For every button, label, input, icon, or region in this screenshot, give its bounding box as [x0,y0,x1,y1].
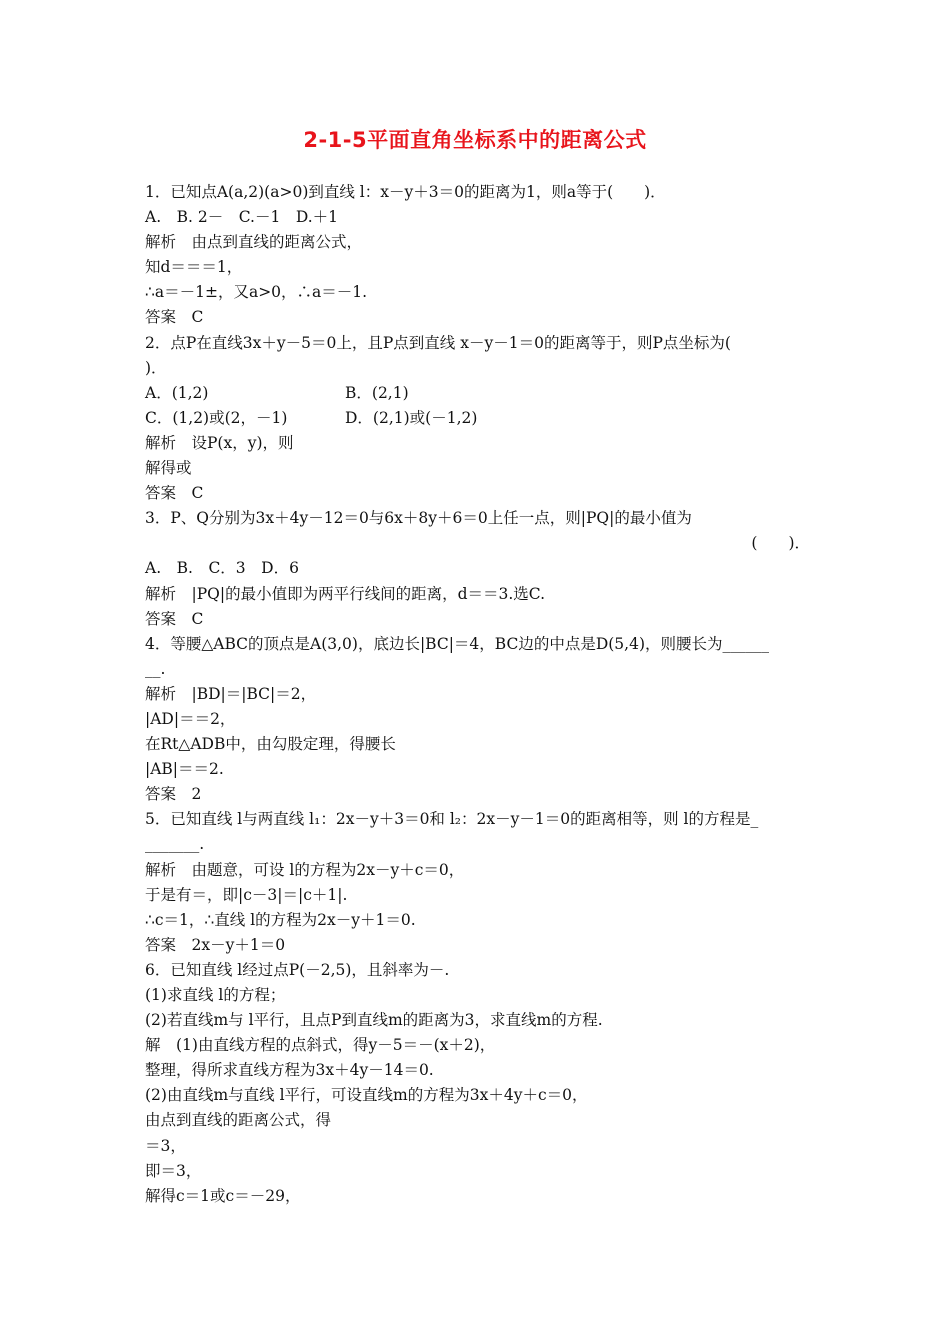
q2-option-a: A．(1,2) [145,383,209,402]
q3-stem: 3．P、Q分别为3x＋4y－12＝0与6x＋8y＋6＝0上任一点，则|PQ|的最小值为 [145,509,692,528]
q4-analysis: 解析 |BD|＝|BC|＝2， [145,684,317,703]
q2-stem-cont: )． [145,358,167,377]
q5-stem-cont: _______. [145,835,205,854]
q1-answer: 答案 C [145,308,204,327]
q5-analysis-line: ∴c＝1，∴直线 l的方程为2x－y＋1＝0. [145,910,416,929]
q3-options: A. B. C．3 D．6 [145,559,299,578]
q2-stem: 2．点P在直线3x＋y－5＝0上，且P点到直线 x－y－1＝0的距离等于，则P点坐标为( [145,333,731,352]
q2-options-row [145,406,810,431]
q3-analysis: 解析 |PQ|的最小值即为两平行线间的距离，d＝＝3.选C. [145,584,546,603]
q3-stem-blank: ( )． [751,534,810,553]
q4-analysis-line: |AD|＝＝2， [145,709,236,728]
q5-analysis-line: 于是有＝，即|c－3|＝|c＋1|. [145,885,348,904]
q6-stem: 6．已知直线 l经过点P(－2,5)，且斜率为－. [145,960,450,979]
q6-solution-line: (2)由直线m与直线 l平行，可设直线m的方程为3x＋4y＋c＝0， [145,1086,588,1105]
q2-analysis-line: 解得或 [145,459,192,478]
q4-analysis-line: |AB|＝＝2. [145,760,224,779]
q6-solution: 解 (1)由直线方程的点斜式，得y－5＝－(x＋2)， [145,1036,496,1055]
q2-option-b: B．(2,1) [345,383,409,402]
q2-options-row [145,381,810,406]
q2-analysis: 解析 设P(x，y)，则 [145,433,294,452]
q4-answer: 答案 2 [145,785,202,804]
q4-analysis-line: 在Rt△ADB中，由勾股定理，得腰长 [145,735,396,754]
q6-part-1: (1)求直线 l的方程； [145,986,286,1004]
q6-part-2: (2)若直线m与 l平行，且点P到直线m的距离为3，求直线m的方程. [145,1011,603,1030]
q2-answer: 答案 C [145,484,204,503]
q5-answer: 答案 2x－y＋1＝0 [145,935,286,954]
q3-answer: 答案 C [145,609,204,628]
q1-options: A. B. 2－ C.－1 D.＋1 [145,208,338,227]
q4-stem-cont: __. [145,659,166,678]
q2-option-c: C．(1,2)或(2，－1) [145,408,288,427]
q1-stem: 1．已知点A(a,2)(a>0)到直线 l：x－y＋3＝0的距离为1，则a等于( )． [145,183,666,201]
q1-analysis-line: ∴a＝－1±，又a>0，∴a＝－1. [145,283,368,302]
q2-option-d: D．(2,1)或(－1,2) [345,408,478,427]
q6-solution-line: 解得c＝1或c＝－29， [145,1186,301,1205]
document-title: 2-1-5平面直角坐标系中的距离公式 [303,128,647,152]
q6-solution-line: 整理，得所求直线方程为3x＋4y－14＝0. [145,1061,434,1080]
q6-solution-line: ＝3， [145,1136,186,1155]
q5-analysis: 解析 由题意，可设 l的方程为2x－y＋c＝0， [145,860,465,879]
q1-analysis: 解析 由点到直线的距离公式， [145,233,363,252]
document-body [145,180,810,1209]
q6-solution-line: 即＝3， [145,1161,202,1180]
q1-analysis-line: 知d＝＝＝1， [145,258,243,277]
q5-stem: 5．已知直线 l与两直线 l₁：2x－y＋3＝0和 l₂：2x－y－1＝0的距离相等，则 l的方程是_ [145,810,759,829]
q4-stem: 4．等腰△ABC的顶点是A(3,0)，底边长|BC|＝4，BC边的中点是D(5,4)，则腰长为______ [145,634,770,653]
q6-solution-line: 由点到直线的距离公式，得 [145,1111,332,1130]
